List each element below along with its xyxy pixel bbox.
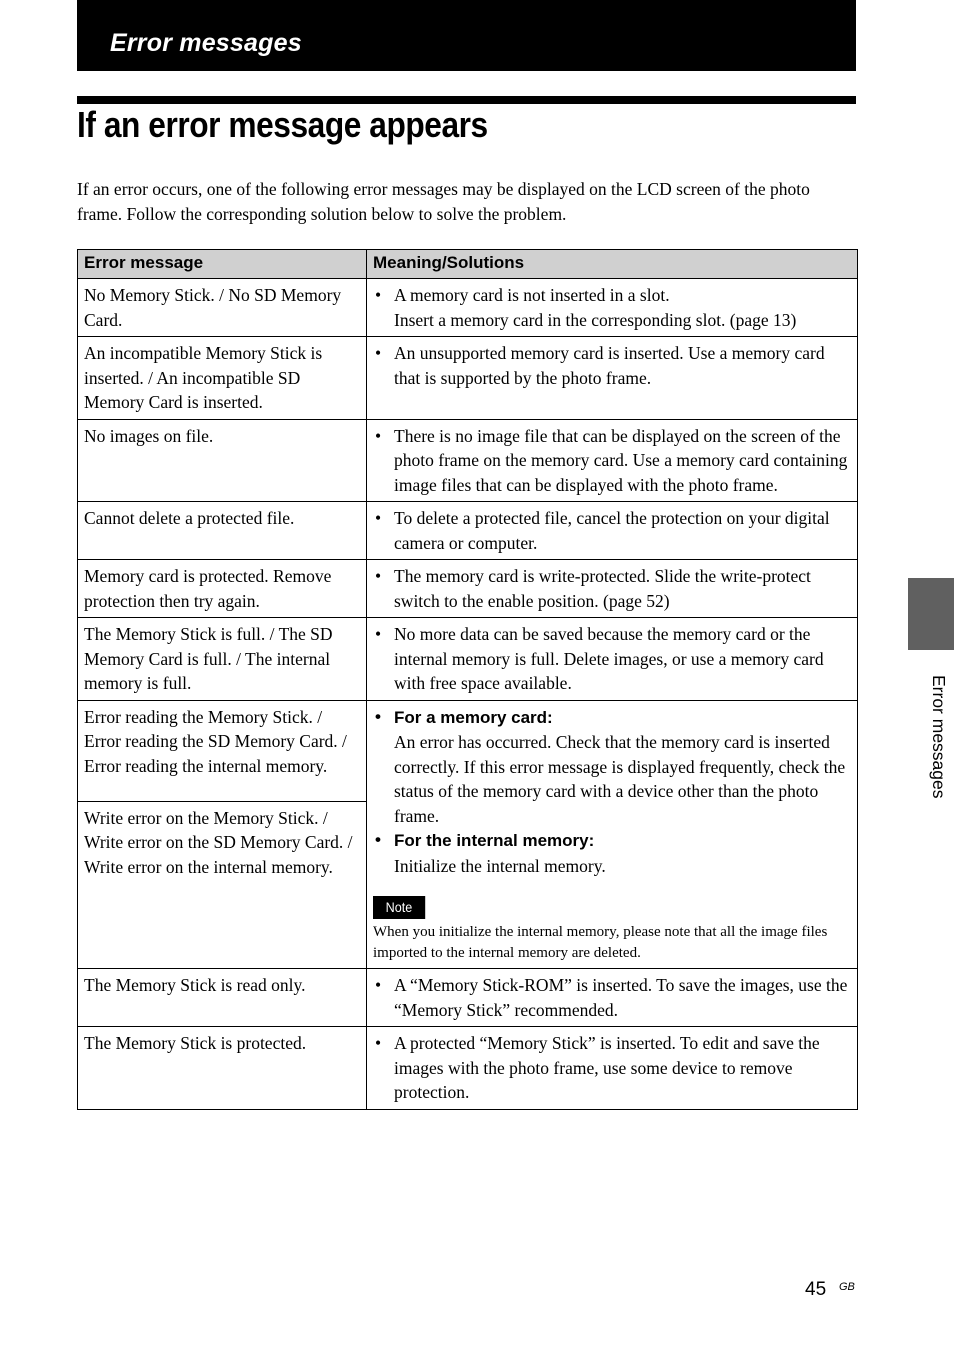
error-message-cell: An incompatible Memory Stick is inserted. / An incompatible SD Memory Card is inserted.: [78, 337, 367, 420]
table-row: [78, 618, 858, 701]
error-message-cell: No images on file.: [78, 419, 367, 502]
intro-paragraph: If an error occurs, one of the following error messages may be displayed on the LCD screen of the photo frame. Follow the corresponding solution below to solve the problem.: [77, 179, 810, 224]
bullet-item: [373, 622, 851, 696]
column-header-error-message: Error message: [78, 250, 367, 279]
solution-cell: [367, 618, 858, 701]
solution-cell: [367, 969, 858, 1027]
solution-cell: [367, 502, 858, 560]
error-message-cell: Write error on the Memory Stick. / Write error on the SD Memory Card. / Write error on the internal memory.: [78, 801, 367, 969]
solution-cell: [367, 419, 858, 502]
solution-text: A protected “Memory Stick” is inserted. To edit and save the images with the photo frame, use some device to remove protection.: [394, 1033, 820, 1102]
solution-cell: [367, 337, 858, 420]
title-rule: [77, 96, 856, 104]
table-header-row: [78, 250, 858, 279]
bullet-item: [373, 564, 851, 613]
bullet-item: [373, 973, 851, 1022]
bullet-glyph: •: [375, 508, 382, 528]
error-table: [77, 249, 858, 1110]
bullet-glyph: •: [375, 1033, 382, 1053]
solution-text: A “Memory Stick-ROM” is inserted. To save the images, use the “Memory Stick” recommended.: [394, 975, 848, 1020]
table-row: [78, 419, 858, 502]
solution-text-memory-card: An error has occurred. Check that the memory card is inserted correctly. If this error message is displayed frequently, check the status of the memory card with a device other than the photo frame.: [394, 732, 846, 826]
table-row: [78, 969, 858, 1027]
bullet-item: [373, 506, 851, 555]
solution-cell: [367, 700, 858, 969]
error-message-cell: Memory card is protected. Remove protection then try again.: [78, 560, 367, 618]
solution-cell: [367, 1027, 858, 1110]
bullet-item: [373, 341, 851, 390]
table-row: [78, 700, 858, 801]
bullet-glyph: •: [375, 343, 382, 363]
section-title: Error messages: [110, 29, 302, 57]
bullet-item: [373, 705, 851, 829]
page-number: 45: [805, 1279, 827, 1300]
column-header-solutions: Meaning/Solutions: [367, 250, 858, 279]
bullet-glyph: •: [375, 425, 382, 446]
solution-text-internal-memory: Initialize the internal memory.: [394, 855, 606, 876]
table-row: [78, 1027, 858, 1110]
table-row: [78, 560, 858, 618]
error-message-cell: The Memory Stick is read only.: [78, 969, 367, 1027]
bullet-glyph: •: [375, 830, 381, 849]
bullet-glyph: •: [375, 706, 381, 726]
solution-text: No more data can be saved because the memory card or the internal memory is full. Delete images, or use a memory card with free space available.: [394, 624, 824, 693]
solution-text: A memory card is not inserted in a slot. Insert a memory card in the corresponding slot. (page 13): [394, 285, 797, 330]
side-tab-marker: [908, 578, 954, 650]
bullet-item: [373, 1031, 851, 1105]
error-message-cell: Cannot delete a protected file.: [78, 502, 367, 560]
note-text: When you initialize the internal memory, please note that all the image files imported to the internal memory are deleted.: [373, 924, 828, 961]
solution-cell: [367, 279, 858, 337]
bullet-item: [373, 283, 851, 332]
section-header-band: [77, 0, 856, 71]
solution-text: The memory card is write-protected. Slide the write-protect switch to the enable position. (page 52): [394, 566, 811, 611]
error-message-cell: Error reading the Memory Stick. / Error reading the SD Memory Card. / Error reading the internal memory.: [78, 700, 367, 801]
bullet-glyph: •: [375, 285, 382, 305]
solution-heading-memory-card: For a memory card:: [394, 707, 553, 727]
bullet-glyph: •: [375, 624, 382, 644]
solution-text: There is no image file that can be displayed on the screen of the photo frame on the memory card. Use a memory card containing image files that can be displayed with the photo frame.: [394, 425, 848, 495]
error-message-cell: No Memory Stick. / No SD Memory Card.: [78, 279, 367, 337]
table-row: [78, 502, 858, 560]
bullet-item: [373, 424, 851, 498]
page-suffix: GB: [839, 1281, 855, 1293]
side-tab-label: Error messages: [929, 675, 949, 799]
page-title: If an error message appears: [77, 104, 488, 145]
bullet-glyph: •: [375, 975, 382, 995]
table-row: [78, 279, 858, 337]
note-badge: Note: [373, 896, 425, 919]
solution-cell: [367, 560, 858, 618]
solution-text: To delete a protected file, cancel the protection on your digital camera or computer.: [394, 508, 830, 553]
bullet-glyph: •: [375, 566, 382, 586]
bullet-item: [373, 828, 851, 878]
error-message-cell: The Memory Stick is protected.: [78, 1027, 367, 1110]
table-row: [78, 337, 858, 420]
error-message-cell: The Memory Stick is full. / The SD Memory Card is full. / The internal memory is full.: [78, 618, 367, 701]
solution-heading-internal-memory: For the internal memory:: [394, 831, 595, 850]
solution-text: An unsupported memory card is inserted. Use a memory card that is supported by the photo frame.: [394, 343, 825, 388]
